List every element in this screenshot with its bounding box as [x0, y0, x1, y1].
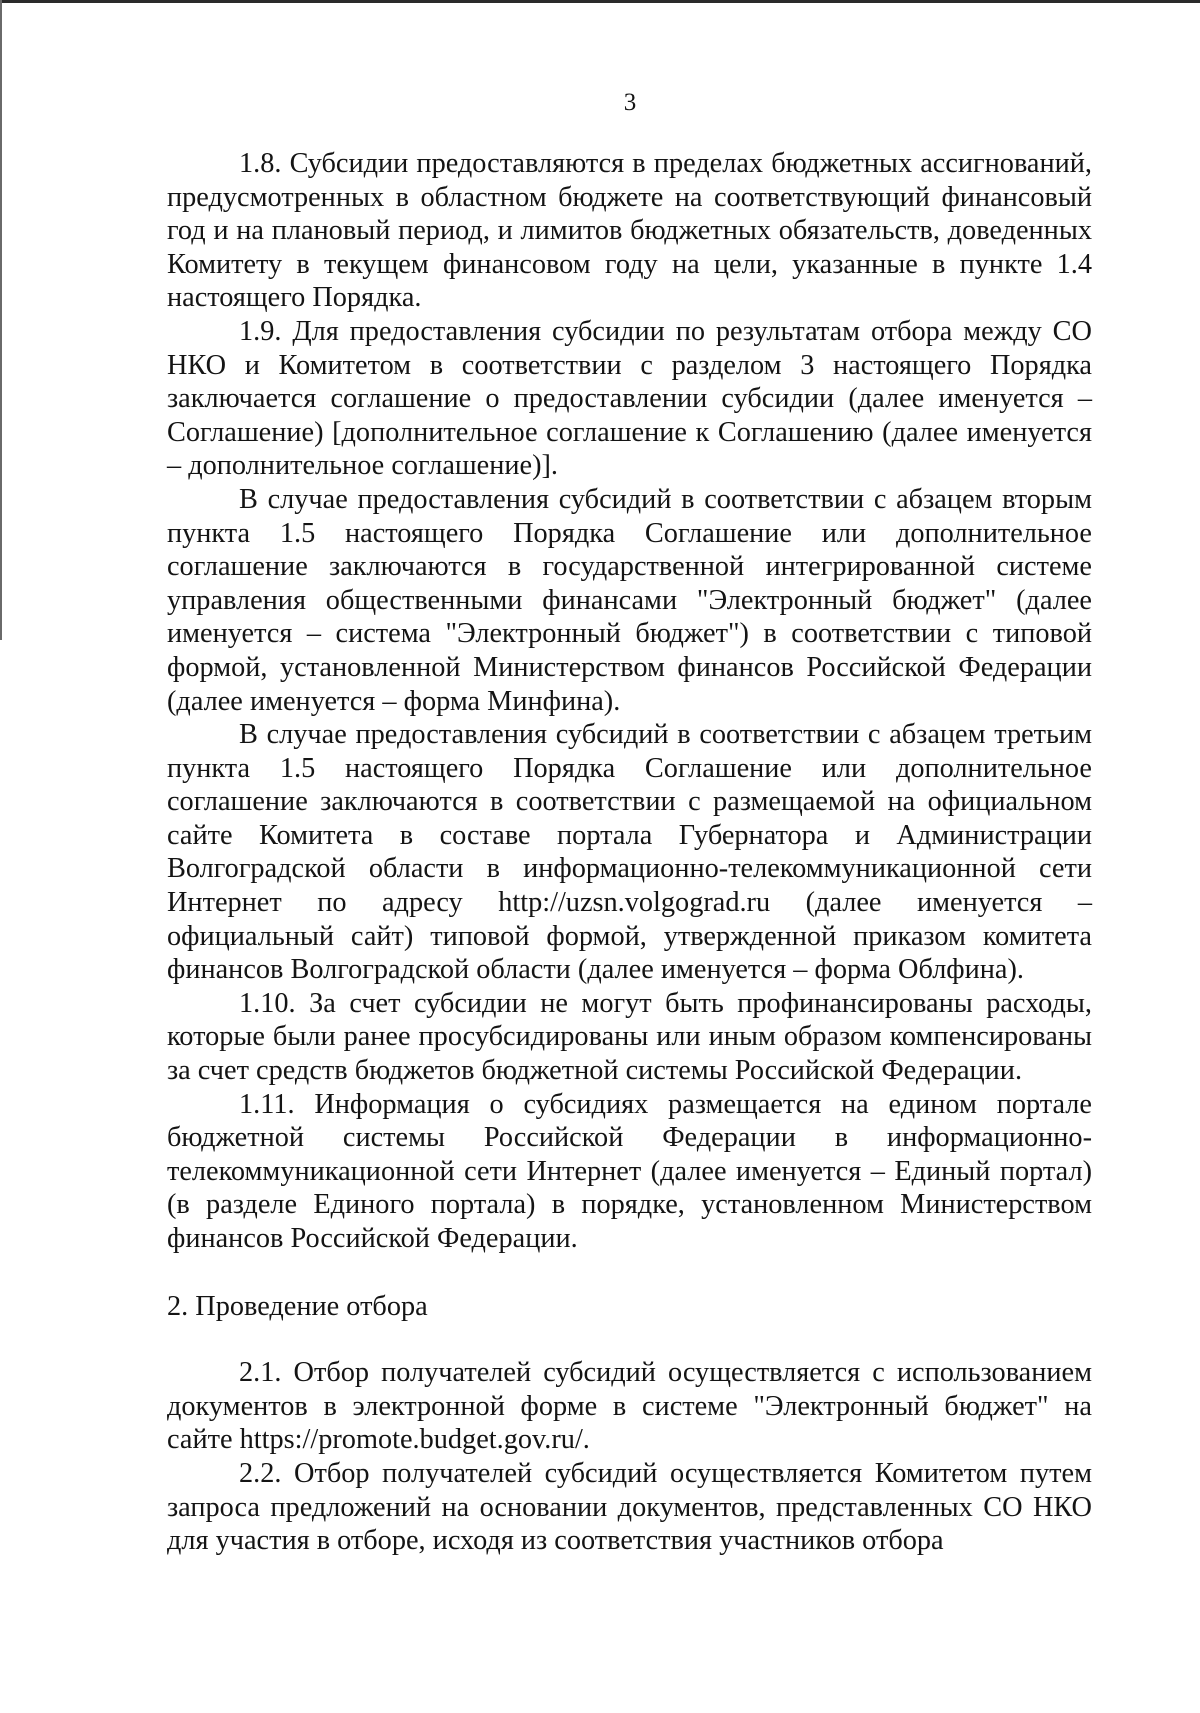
paragraph-1-9-electronic-budget: В случае предоставления субсидий в соответствии с абзацем вторым пункта 1.5 настоящего Порядка Соглашение или дополнительное соглашение заключаются в государственной интегрированной системе управления общественными финансами "Электронный бюджет" (далее именуется – система "Электронный бюджет") в соответствии с типовой формой, установленной Министерством финансов Российской Федерации (далее именуется – форма Минфина).	[167, 483, 1092, 717]
document-body	[167, 147, 1092, 1558]
scan-top-border	[0, 0, 1200, 3]
paragraph-1-9: 1.9. Для предоставления субсидии по результатам отбора между СО НКО и Комитетом в соответствии с разделом 3 настоящего Порядка заключается соглашение о предоставлении субсидии (далее именуется – Соглашение) [дополнительное соглашение к Соглашению (далее именуется – дополнительное соглашение)].	[167, 315, 1092, 482]
paragraph-1-10: 1.10. За счет субсидии не могут быть профинансированы расходы, которые были ранее просубсидированы или иным образом компенсированы за счет средств бюджетов бюджетной системы Российской Федерации.	[167, 987, 1092, 1087]
section-heading: 2. Проведение отбора	[167, 1290, 428, 1322]
paragraph-1-8: 1.8. Субсидии предоставляются в пределах бюджетных ассигнований, предусмотренных в областном бюджете на соответствующий финансовый год и на плановый период, и лимитов бюджетных обязательств, доведенных Комитету в текущем финансовом году на цели, указанные в пункте 1.4 настоящего Порядка.	[167, 148, 1092, 314]
paragraph-1-11: 1.11. Информация о субсидиях размещается на едином портале бюджетной системы Российской Федерации в информационно-телекоммуникационной сети Интернет (далее именуется – Единый портал) (в разделе Единого портала) в порядке, установленном Министерством финансов Российской Федерации.	[167, 1088, 1092, 1254]
page-number: 3	[623, 89, 637, 116]
paragraph-1-9-official-site: В случае предоставления субсидий в соответствии с абзацем третьим пункта 1.5 настоящего Порядка Соглашение или дополнительное соглашение заключаются в соответствии с размещаемой на официальном сайте Комитета в составе портала Губернатора и Администрации Волгоградской области в информационно-телекоммуникационной сети Интернет по адресу http://uzsn.volgograd.ru (далее именуется – официальный сайт) типовой формой, утвержденной приказом комитета финансов Волгоградской области (далее именуется – форма Облфина).	[167, 719, 1092, 986]
paragraph-2-2: 2.2. Отбор получателей субсидий осуществляется Комитетом путем запроса предложений на основании документов, представленных СО НКО для участия в отборе, исходя из соответствия участников отбора	[167, 1457, 1092, 1557]
paragraph-2-1: 2.1. Отбор получателей субсидий осуществляется с использованием документов в электронной форме в системе "Электронный бюджет" на сайте https://promote.budget.gov.ru/.	[167, 1357, 1092, 1456]
